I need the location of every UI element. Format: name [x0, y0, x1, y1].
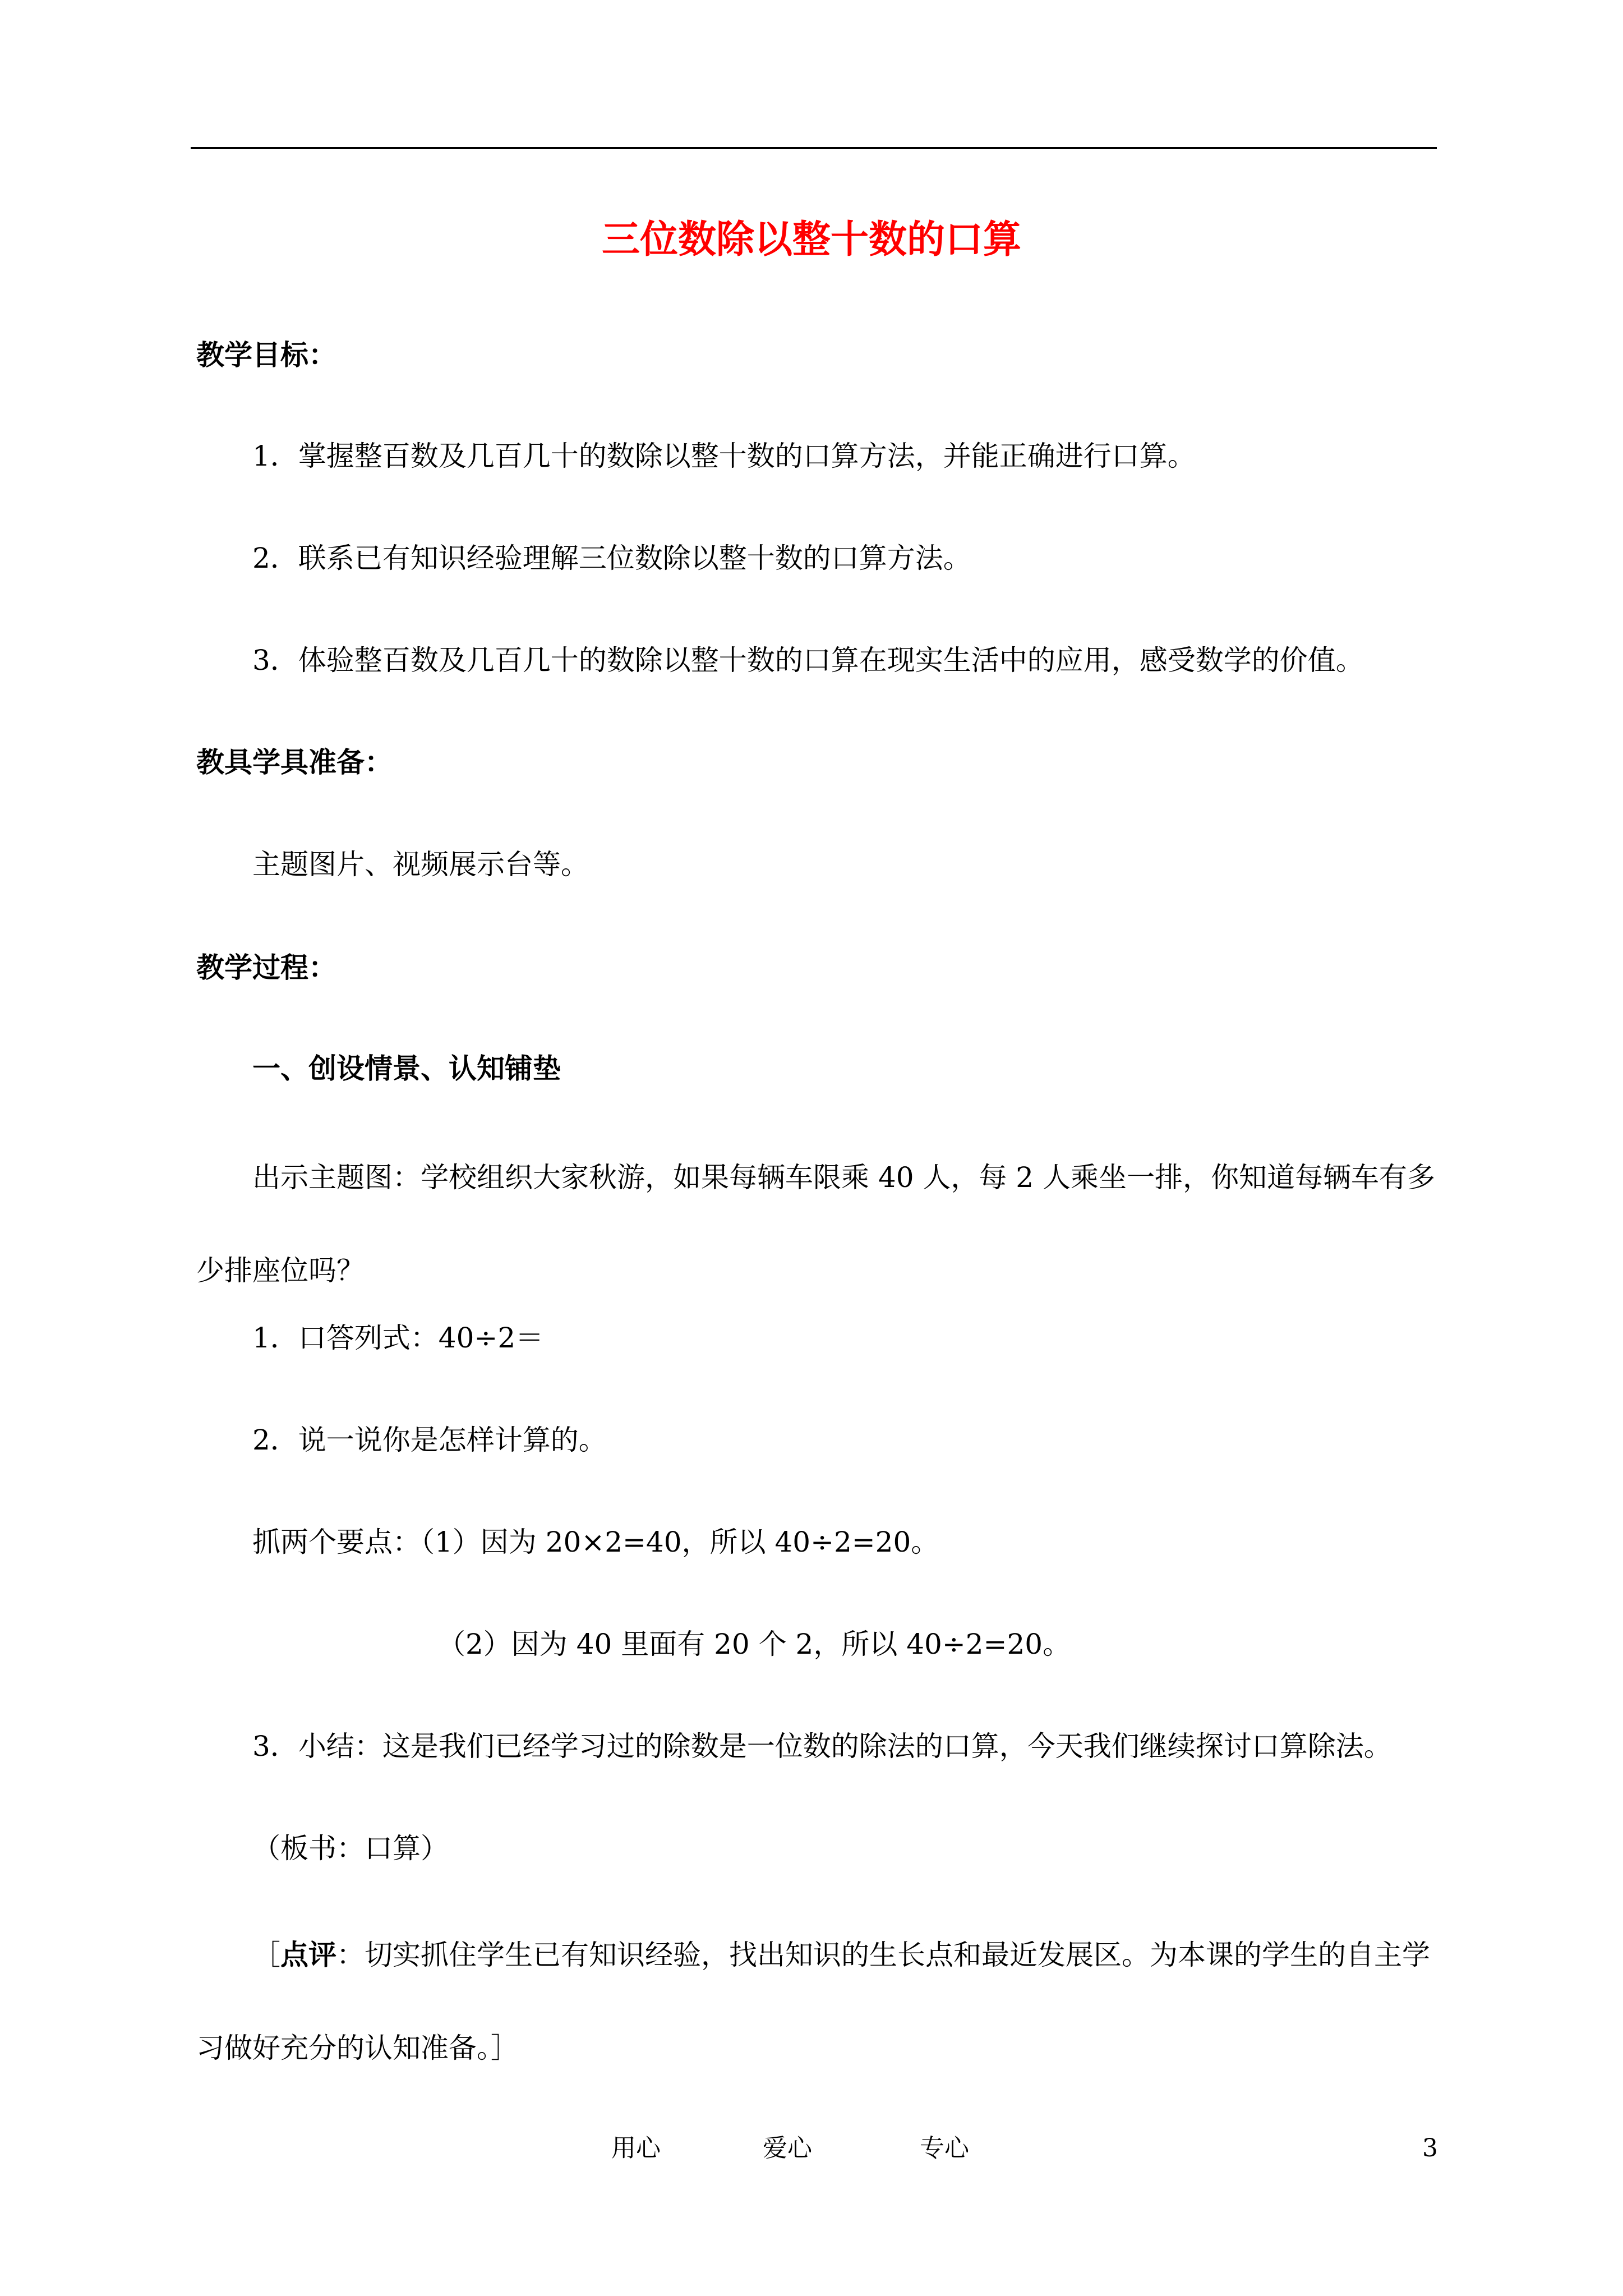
- key-point-2: （2）因为 40 里面有 20 个 2，所以 40÷2=20。: [437, 1628, 1071, 1660]
- key-point-1: 抓两个要点：（1）因为 20×2=40，所以 40÷2=20。: [252, 1526, 939, 1558]
- footer-word-3: 专心: [920, 2134, 969, 2162]
- step-3-summary: 3．小结：这是我们已经学习过的除数是一位数的除法的口算，今天我们继续探讨口算除法。: [252, 1730, 1392, 1763]
- goal-item-3: 3．体验整百数及几百几十的数除以整十数的口算在现实生活中的应用，感受数学的价值。: [252, 644, 1364, 677]
- intro-paragraph: 出示主题图：学校组织大家秋游，如果每辆车限乘 40 人，每 2 人乘坐一排，你知道每辆车有多少排座位吗？: [196, 1161, 1436, 1287]
- board-note: （板书：口算）: [252, 1832, 449, 1865]
- comment-label: 点评: [280, 1939, 336, 1971]
- document-title: 三位数除以整十数的口算: [601, 218, 1021, 262]
- comment-paragraph: [196, 1908, 1436, 2095]
- teaching-aids-text: 主题图片、视频展示台等。: [252, 848, 589, 881]
- header-rule: [191, 147, 1437, 149]
- footer-word-1: 用心: [611, 2134, 661, 2162]
- comment-open-bracket: ［: [252, 1939, 280, 1971]
- comment-text: ：切实抓住学生已有知识经验，找出知识的生长点和最近发展区。为本课的学生的自主学习做好充分的认知准备。］: [196, 1939, 1430, 2064]
- page-number: 3: [1422, 2134, 1438, 2162]
- goal-item-2: 2．联系已有知识经验理解三位数除以整十数的口算方法。: [252, 542, 971, 574]
- footer-word-2: 爱心: [763, 2134, 812, 2162]
- heading-teaching-goals: 教学目标：: [196, 339, 336, 371]
- heading-teaching-aids: 教具学具准备：: [196, 746, 393, 779]
- step-2: 2．说一说你是怎样计算的。: [252, 1424, 607, 1456]
- heading-teaching-process: 教学过程：: [196, 951, 336, 984]
- step-1: 1．口答列式：40÷2＝: [252, 1322, 544, 1354]
- goal-item-1: 1．掌握整百数及几百几十的数除以整十数的口算方法，并能正确进行口算。: [252, 440, 1196, 472]
- section-1-heading: 一、创设情景、认知铺垫: [252, 1052, 561, 1085]
